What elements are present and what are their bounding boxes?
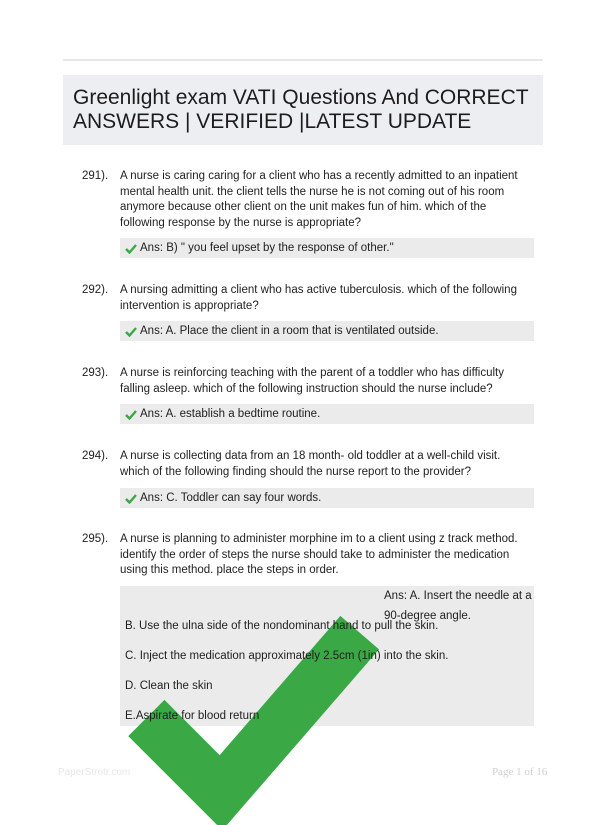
checkmark-icon bbox=[125, 243, 137, 254]
title-banner bbox=[63, 75, 543, 145]
question-text: A nurse is collecting data from an 18 month- old toddler at a well-child visit. which of the following finding should the nurse report to the provider? bbox=[120, 450, 501, 478]
answer-box-292 bbox=[120, 321, 534, 341]
question-text: A nurse is reinforcing teaching with the parent of a toddler who has difficulty falling asleep. which of the following instruction should the nurse include? bbox=[120, 367, 504, 395]
question-number: 293). bbox=[82, 367, 109, 379]
question-text: A nursing admitting a client who has active tuberculosis. which of the following intervention is appropriate? bbox=[120, 284, 517, 312]
answer-text: Ans: A. Place the client in a room that is ventilated outside. bbox=[140, 325, 439, 337]
question-293 bbox=[82, 366, 542, 397]
question-text: A nurse is planning to administer morphine im to a client using z track method. identify the order of steps the nurse should take to administer the medication using this method. place the steps in order. bbox=[120, 533, 518, 577]
answer-text: Ans: A. establish a bedtime routine. bbox=[140, 408, 321, 420]
answer-step: D. Clean the skin bbox=[125, 680, 213, 692]
footer-watermark: PaperStrotr.com bbox=[58, 767, 131, 778]
question-number: 291). bbox=[82, 170, 109, 182]
answer-text: Ans: C. Toddler can say four words. bbox=[140, 492, 322, 504]
question-292 bbox=[82, 283, 542, 314]
answer-step: B. Use the ulna side of the nondominant hand to pull the skin. bbox=[125, 620, 439, 632]
answer-box-295 bbox=[120, 586, 534, 726]
answer-text: Ans: A. Insert the needle at a 90-degree angle. bbox=[384, 590, 532, 622]
answer-step: E.Aspirate for blood return bbox=[125, 710, 260, 722]
answer-step: C. Inject the medication approximately 2.5cm (1in) into the skin. bbox=[125, 650, 449, 662]
checkmark-icon bbox=[125, 326, 137, 337]
answer-box-294 bbox=[120, 488, 534, 508]
question-number: 292). bbox=[82, 284, 109, 296]
question-291 bbox=[82, 169, 542, 231]
question-294 bbox=[82, 449, 542, 480]
checkmark-icon bbox=[125, 409, 137, 420]
question-number: 295). bbox=[82, 533, 109, 545]
checkmark-icon bbox=[125, 493, 137, 504]
answer-box-291 bbox=[120, 238, 534, 258]
page-number: Page 1 of 16 bbox=[492, 766, 548, 778]
question-text: A nurse is caring caring for a client who has a recently admitted to an inpatient mental health unit. the client tells the nurse he is not coming out of his room anymore because other client on the unit makes fun of him. which of the following response by the nurse is appropriate? bbox=[120, 170, 518, 229]
top-divider bbox=[63, 59, 543, 61]
question-number: 294). bbox=[82, 450, 109, 462]
page-title: Greenlight exam VATI Questions And CORRECT ANSWERS | VERIFIED |LATEST UPDATE bbox=[73, 86, 529, 133]
answer-box-293 bbox=[120, 404, 534, 424]
question-295 bbox=[82, 532, 542, 579]
answer-text: Ans: B) " you feel upset by the response of other." bbox=[140, 242, 394, 254]
